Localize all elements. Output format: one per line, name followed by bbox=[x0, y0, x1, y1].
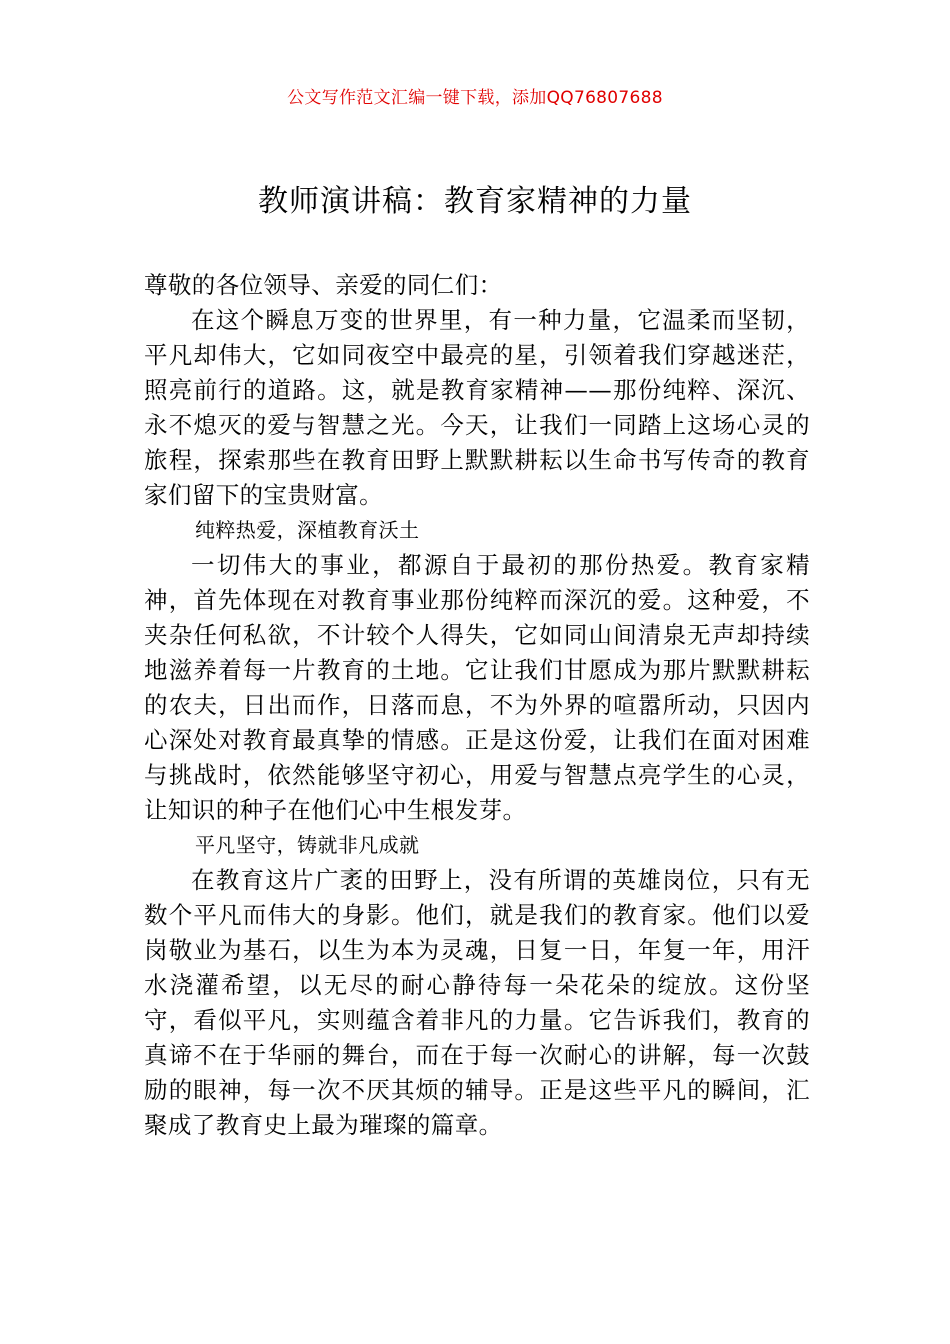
speech-body bbox=[144, 268, 810, 1143]
section-heading-2: 平凡坚守，铸就非凡成就 bbox=[195, 833, 420, 857]
intro-paragraph: 在这个瞬息万变的世界里，有一种力量，它温柔而坚韧，平凡却伟大，它如同夜空中最亮的星，引领着我们穿越迷茫，照亮前行的道路。这，就是教育家精神——那份纯粹、深沉、永不熄灭的爱与智慧之光。今天，让我们一同踏上这场心灵的旅程，探索那些在教育田野上默默耕耘以生命书写传奇的教育家们留下的宝贵财富。 bbox=[144, 306, 810, 509]
section-paragraph-1: 一切伟大的事业，都源自于最初的那份热爱。教育家精神，首先体现在对教育事业那份纯粹而深沉的爱。这种爱，不夹杂任何私欲，不计较个人得失，它如同山间清泉无声却持续地滋养着每一片教育的土地。它让我们甘愿成为那片默默耕耘的农夫，日出而作，日落而息，不为外界的喧嚣所动，只因内心深处对教育最真挚的情感。正是这份爱，让我们在面对困难与挑战时，依然能够坚守初心，用爱与智慧点亮学生的心灵，让知识的种子在他们心中生根发芽。 bbox=[144, 551, 810, 824]
page-title: 教师演讲稿：教育家精神的力量 bbox=[258, 184, 692, 219]
section-heading-1: 纯粹热爱，深植教育沃土 bbox=[195, 518, 420, 542]
section-paragraph-2: 在教育这片广袤的田野上，没有所谓的英雄岗位，只有无数个平凡而伟大的身影。他们，就是我们的教育家。他们以爱岗敬业为基石，以生为本为灵魂，日复一日，年复一年，用汗水浇灌希望，以无尽的耐心静待每一朵花朵的绽放。这份坚守，看似平凡，实则蕴含着非凡的力量。它告诉我们，教育的真谛不在于华丽的舞台，而在于每一次耐心的讲解，每一次鼓励的眼神，每一次不厌其烦的辅导。正是这些平凡的瞬间，汇聚成了教育史上最为璀璨的篇章。 bbox=[144, 866, 810, 1139]
download-banner: 公文写作范文汇编一键下载，添加QQ76807688 bbox=[287, 88, 663, 108]
salutation: 尊敬的各位领导、亲爱的同仁们： bbox=[144, 271, 503, 299]
